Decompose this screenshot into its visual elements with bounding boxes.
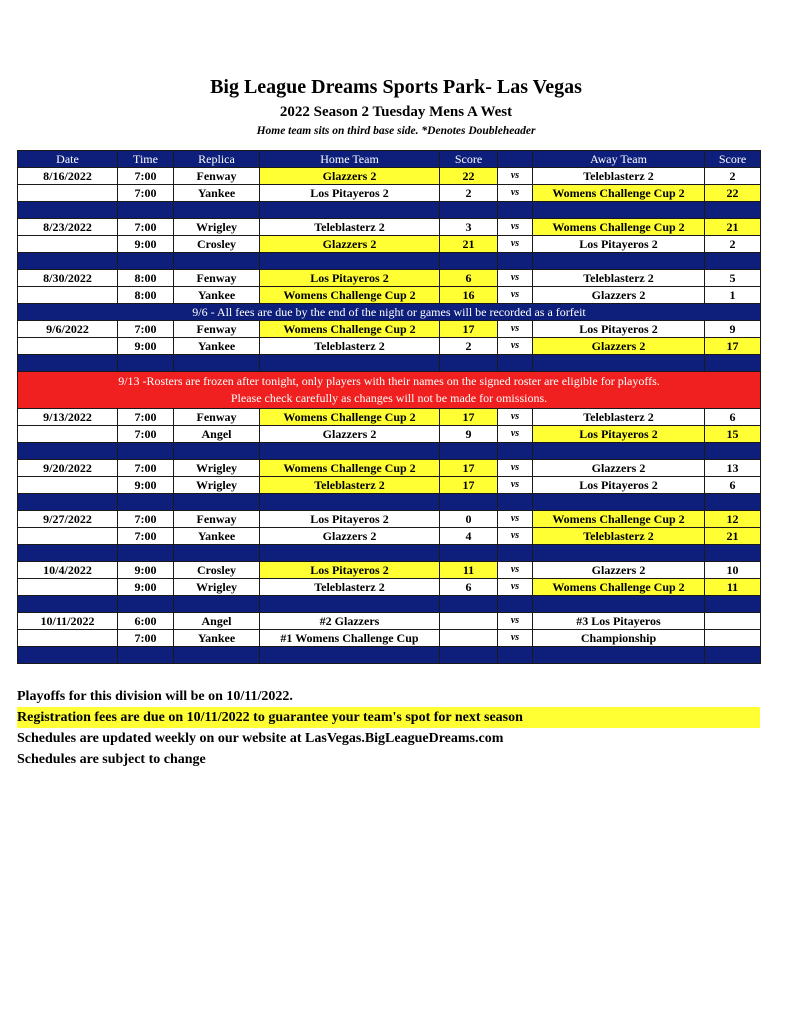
away-team: Los Pitayeros 2	[533, 426, 705, 443]
roster-notice-line-1: 9/13 -Rosters are frozen after tonight, only players with their names on the signed roster are eligible for playoffs.	[118, 374, 660, 388]
game-time: 9:00	[118, 579, 174, 596]
vs-label: vs	[498, 168, 533, 185]
change-note: Schedules are subject to change	[17, 752, 206, 767]
roster-notice-line-2: Please check carefully as changes will not be made for omissions.	[230, 391, 548, 405]
home-team: Los Pitayeros 2	[260, 562, 440, 579]
vs-label: vs	[498, 511, 533, 528]
away-score	[705, 613, 761, 630]
home-score: 6	[440, 270, 498, 287]
away-team: Los Pitayeros 2	[533, 321, 705, 338]
game-field: Yankee	[174, 528, 260, 545]
header-time: Time	[118, 151, 174, 168]
game-date: 9/27/2022	[18, 511, 118, 528]
away-team: Glazzers 2	[533, 338, 705, 355]
home-score: 17	[440, 409, 498, 426]
game-date	[18, 426, 118, 443]
home-team: Womens Challenge Cup 2	[260, 321, 440, 338]
away-team: #3 Los Pitayeros	[533, 613, 705, 630]
game-date	[18, 287, 118, 304]
table-row	[18, 528, 761, 545]
game-field: Crosley	[174, 562, 260, 579]
game-time: 7:00	[118, 168, 174, 185]
home-team: Teleblasterz 2	[260, 477, 440, 494]
game-field: Fenway	[174, 511, 260, 528]
roster-notice-row	[18, 372, 761, 409]
game-date	[18, 185, 118, 202]
table-row	[18, 185, 761, 202]
table-row	[18, 630, 761, 647]
header-vs	[498, 151, 533, 168]
game-time: 7:00	[118, 511, 174, 528]
away-score: 9	[705, 321, 761, 338]
game-date: 9/13/2022	[18, 409, 118, 426]
game-field: Fenway	[174, 168, 260, 185]
table-row	[18, 321, 761, 338]
game-field: Fenway	[174, 321, 260, 338]
header-away-team: Away Team	[533, 151, 705, 168]
away-team: Glazzers 2	[533, 287, 705, 304]
home-score	[440, 630, 498, 647]
week-separator	[18, 443, 761, 460]
header-date: Date	[18, 151, 118, 168]
away-team: Womens Challenge Cup 2	[533, 579, 705, 596]
roster-notice	[18, 372, 761, 409]
away-team: Los Pitayeros 2	[533, 236, 705, 253]
home-score: 9	[440, 426, 498, 443]
away-team: Teleblasterz 2	[533, 168, 705, 185]
game-date: 10/4/2022	[18, 562, 118, 579]
home-team: Teleblasterz 2	[260, 579, 440, 596]
vs-label: vs	[498, 338, 533, 355]
week-separator	[18, 253, 761, 270]
header-away-score: Score	[705, 151, 761, 168]
home-score: 17	[440, 321, 498, 338]
table-row	[18, 579, 761, 596]
table-row	[18, 477, 761, 494]
game-time: 6:00	[118, 613, 174, 630]
game-time: 7:00	[118, 630, 174, 647]
game-field: Wrigley	[174, 579, 260, 596]
header-home-score: Score	[440, 151, 498, 168]
vs-label: vs	[498, 460, 533, 477]
home-score: 21	[440, 236, 498, 253]
footer-notes	[17, 686, 760, 770]
home-score: 6	[440, 579, 498, 596]
vs-label: vs	[498, 562, 533, 579]
away-team: Womens Challenge Cup 2	[533, 511, 705, 528]
home-score: 3	[440, 219, 498, 236]
home-team: Los Pitayeros 2	[260, 185, 440, 202]
vs-label: vs	[498, 579, 533, 596]
away-team: Championship	[533, 630, 705, 647]
table-row	[18, 236, 761, 253]
game-field: Angel	[174, 426, 260, 443]
home-team: Los Pitayeros 2	[260, 270, 440, 287]
away-score: 2	[705, 236, 761, 253]
week-separator	[18, 545, 761, 562]
game-time: 7:00	[118, 409, 174, 426]
table-row	[18, 562, 761, 579]
fee-notice: 9/6 - All fees are due by the end of the night or games will be recorded as a forfeit	[18, 304, 761, 321]
week-separator	[18, 355, 761, 372]
table-row	[18, 426, 761, 443]
vs-label: vs	[498, 528, 533, 545]
week-separator	[18, 494, 761, 511]
game-date: 10/11/2022	[18, 613, 118, 630]
home-score: 4	[440, 528, 498, 545]
playoffs-note: Playoffs for this division will be on 10/11/2022.	[17, 689, 293, 704]
home-team: Glazzers 2	[260, 236, 440, 253]
away-score: 12	[705, 511, 761, 528]
home-score: 11	[440, 562, 498, 579]
header-home-team: Home Team	[260, 151, 440, 168]
game-time: 7:00	[118, 219, 174, 236]
game-field: Yankee	[174, 338, 260, 355]
home-score: 22	[440, 168, 498, 185]
home-team: #1 Womens Challenge Cup	[260, 630, 440, 647]
game-field: Wrigley	[174, 477, 260, 494]
page-title: Big League Dreams Sports Park- Las Vegas	[210, 76, 582, 98]
game-time: 7:00	[118, 185, 174, 202]
home-team: Los Pitayeros 2	[260, 511, 440, 528]
game-time: 7:00	[118, 321, 174, 338]
away-score: 6	[705, 409, 761, 426]
game-date: 9/20/2022	[18, 460, 118, 477]
home-team: #2 Glazzers	[260, 613, 440, 630]
game-date	[18, 579, 118, 596]
game-time: 9:00	[118, 562, 174, 579]
game-date: 9/6/2022	[18, 321, 118, 338]
vs-label: vs	[498, 236, 533, 253]
home-team: Glazzers 2	[260, 168, 440, 185]
table-row	[18, 460, 761, 477]
home-score: 2	[440, 338, 498, 355]
page-subtitle: 2022 Season 2 Tuesday Mens A West	[279, 104, 513, 120]
game-field: Angel	[174, 613, 260, 630]
game-field: Yankee	[174, 287, 260, 304]
game-time: 8:00	[118, 287, 174, 304]
game-field: Yankee	[174, 185, 260, 202]
away-score: 15	[705, 426, 761, 443]
game-time: 8:00	[118, 270, 174, 287]
week-separator	[18, 202, 761, 219]
table-header-row	[18, 151, 761, 168]
away-score: 21	[705, 528, 761, 545]
away-score: 21	[705, 219, 761, 236]
away-score: 10	[705, 562, 761, 579]
game-field: Yankee	[174, 630, 260, 647]
home-team: Womens Challenge Cup 2	[260, 287, 440, 304]
game-time: 9:00	[118, 477, 174, 494]
table-row	[18, 270, 761, 287]
header-replica: Replica	[174, 151, 260, 168]
home-score: 2	[440, 185, 498, 202]
game-time: 9:00	[118, 338, 174, 355]
table-row	[18, 168, 761, 185]
game-date: 8/30/2022	[18, 270, 118, 287]
game-date: 8/23/2022	[18, 219, 118, 236]
vs-label: vs	[498, 321, 533, 338]
table-row	[18, 219, 761, 236]
game-time: 7:00	[118, 460, 174, 477]
away-team: Los Pitayeros 2	[533, 477, 705, 494]
website-note: Schedules are updated weekly on our website at LasVegas.BigLeagueDreams.com	[17, 731, 504, 746]
table-row	[18, 511, 761, 528]
vs-label: vs	[498, 185, 533, 202]
game-date	[18, 477, 118, 494]
away-team: Teleblasterz 2	[533, 528, 705, 545]
schedule-table	[17, 150, 761, 664]
table-row	[18, 338, 761, 355]
table-row	[18, 287, 761, 304]
away-team: Teleblasterz 2	[533, 270, 705, 287]
away-score: 11	[705, 579, 761, 596]
home-team-note: Home team sits on third base side. *Denotes Doubleheader	[256, 125, 536, 137]
away-score	[705, 630, 761, 647]
away-team: Glazzers 2	[533, 460, 705, 477]
home-score: 16	[440, 287, 498, 304]
game-field: Fenway	[174, 270, 260, 287]
vs-label: vs	[498, 426, 533, 443]
game-date	[18, 528, 118, 545]
away-score: 2	[705, 168, 761, 185]
game-time: 9:00	[118, 236, 174, 253]
away-score: 5	[705, 270, 761, 287]
away-team: Womens Challenge Cup 2	[533, 185, 705, 202]
away-team: Glazzers 2	[533, 562, 705, 579]
fee-notice-row	[18, 304, 761, 321]
game-time: 7:00	[118, 426, 174, 443]
game-date	[18, 630, 118, 647]
vs-label: vs	[498, 219, 533, 236]
away-score: 1	[705, 287, 761, 304]
home-team: Teleblasterz 2	[260, 338, 440, 355]
vs-label: vs	[498, 613, 533, 630]
vs-label: vs	[498, 270, 533, 287]
home-score: 17	[440, 460, 498, 477]
vs-label: vs	[498, 287, 533, 304]
away-score: 22	[705, 185, 761, 202]
table-row	[18, 409, 761, 426]
game-date: 8/16/2022	[18, 168, 118, 185]
home-team: Teleblasterz 2	[260, 219, 440, 236]
home-score	[440, 613, 498, 630]
game-field: Wrigley	[174, 219, 260, 236]
week-separator	[18, 596, 761, 613]
home-team: Womens Challenge Cup 2	[260, 460, 440, 477]
away-score: 13	[705, 460, 761, 477]
away-score: 6	[705, 477, 761, 494]
vs-label: vs	[498, 630, 533, 647]
vs-label: vs	[498, 477, 533, 494]
header	[0, 76, 792, 138]
game-field: Crosley	[174, 236, 260, 253]
registration-note: Registration fees are due on 10/11/2022 to guarantee your team's spot for next season	[17, 707, 760, 728]
away-score: 17	[705, 338, 761, 355]
home-team: Glazzers 2	[260, 426, 440, 443]
away-team: Teleblasterz 2	[533, 409, 705, 426]
game-field: Fenway	[174, 409, 260, 426]
home-score: 17	[440, 477, 498, 494]
game-time: 7:00	[118, 528, 174, 545]
away-team: Womens Challenge Cup 2	[533, 219, 705, 236]
home-score: 0	[440, 511, 498, 528]
home-team: Glazzers 2	[260, 528, 440, 545]
game-date	[18, 338, 118, 355]
vs-label: vs	[498, 409, 533, 426]
game-date	[18, 236, 118, 253]
game-field: Wrigley	[174, 460, 260, 477]
week-separator	[18, 647, 761, 664]
home-team: Womens Challenge Cup 2	[260, 409, 440, 426]
table-row	[18, 613, 761, 630]
